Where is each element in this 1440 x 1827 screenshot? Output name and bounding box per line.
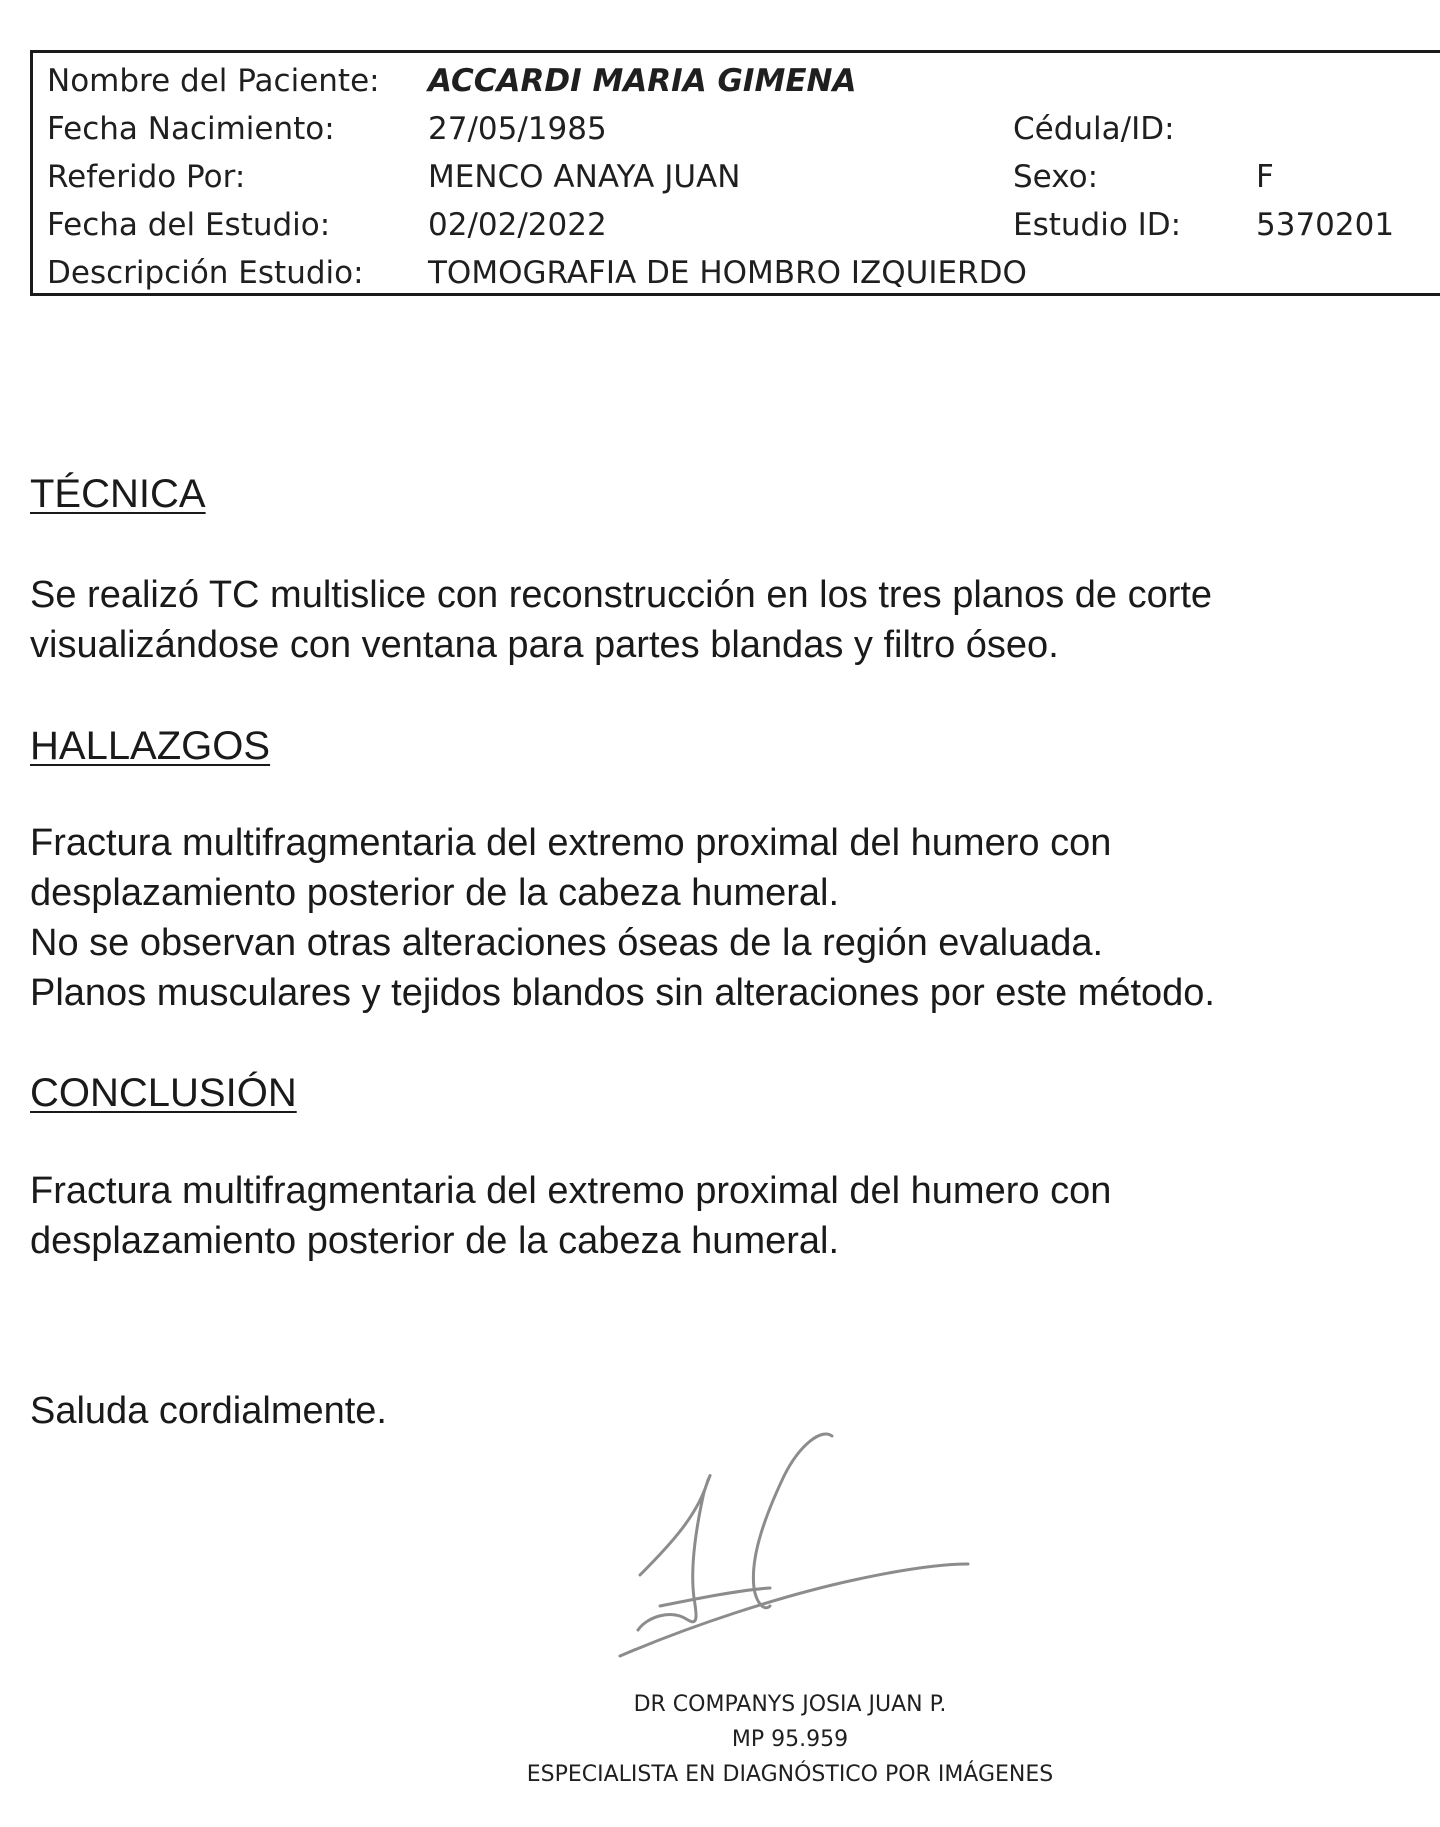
tecnica-heading: TÉCNICA — [30, 472, 206, 516]
referred-by-label: Referido Por: — [47, 159, 246, 195]
birth-date-row — [33, 105, 1440, 153]
conclusion-line: desplazamiento posterior de la cabeza humeral. — [30, 1220, 840, 1262]
tecnica-line: Se realizó TC multislice con reconstrucción en los tres planos de corte — [30, 574, 1213, 616]
signer-title: ESPECIALISTA EN DIAGNÓSTICO POR IMÁGENES — [526, 1762, 1054, 1787]
tecnica-line: visualizándose con ventana para partes blandas y filtro óseo. — [30, 624, 1059, 666]
referred-by-value: MENCO ANAYA JUAN — [428, 159, 741, 195]
referred-row — [33, 153, 1440, 201]
study-description-row — [33, 249, 1440, 297]
patient-id-label: Cédula/ID: — [1013, 111, 1175, 147]
patient-name-value: ACCARDI MARIA GIMENA — [428, 63, 857, 99]
handwritten-signature — [600, 1420, 980, 1680]
patient-name-label: Nombre del Paciente: — [47, 63, 380, 99]
birth-date-label: Fecha Nacimiento: — [47, 111, 335, 147]
hallazgos-heading: HALLAZGOS — [30, 724, 271, 768]
hallazgos-line: desplazamiento posterior de la cabeza humeral. — [30, 872, 840, 914]
conclusion-paragraph — [30, 1166, 1111, 1266]
closing-text: Saluda cordialmente. — [30, 1390, 387, 1432]
signer-license: MP 95.959 — [731, 1727, 849, 1752]
birth-date-value: 27/05/1985 — [428, 111, 607, 147]
sex-value: F — [1256, 159, 1274, 195]
conclusion-heading: CONCLUSIÓN — [30, 1071, 297, 1115]
study-date-row — [33, 201, 1440, 249]
conclusion-line: Fractura multifragmentaria del extremo proximal del humero con — [30, 1170, 1112, 1212]
study-description-value: TOMOGRAFIA DE HOMBRO IZQUIERDO — [428, 255, 1027, 291]
study-date-value: 02/02/2022 — [428, 207, 607, 243]
study-description-label: Descripción Estudio: — [47, 255, 364, 291]
signer-name: DR COMPANYS JOSIA JUAN P. — [633, 1692, 947, 1717]
tecnica-paragraph — [30, 570, 1212, 670]
patient-info-box — [30, 50, 1440, 296]
patient-name-row — [33, 57, 1440, 105]
hallazgos-paragraph — [30, 818, 1215, 1018]
study-date-label: Fecha del Estudio: — [47, 207, 331, 243]
hallazgos-line: Planos musculares y tejidos blandos sin alteraciones por este método. — [30, 972, 1215, 1014]
sex-label: Sexo: — [1013, 159, 1099, 195]
hallazgos-line: No se observan otras alteraciones óseas de la región evaluada. — [30, 922, 1104, 964]
study-id-value: 5370201 — [1256, 207, 1395, 243]
hallazgos-line: Fractura multifragmentaria del extremo proximal del humero con — [30, 822, 1112, 864]
study-id-label: Estudio ID: — [1013, 207, 1182, 243]
